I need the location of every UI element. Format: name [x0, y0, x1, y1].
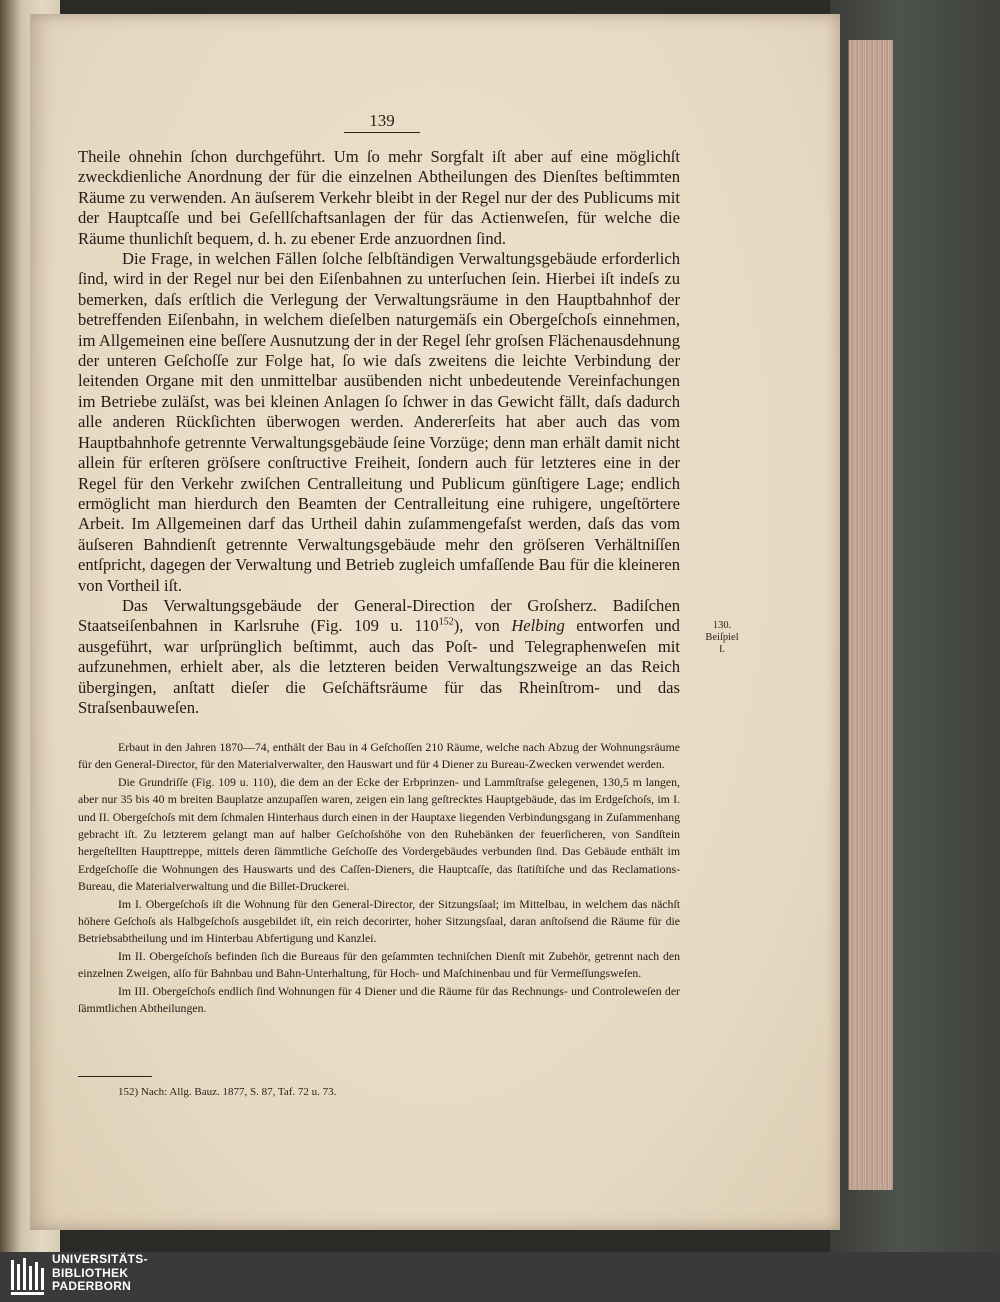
- margin-note: [694, 620, 750, 656]
- paragraph: Theile ohnehin ſchon durchgeführt. Um ſo mehr Sorgfalt iſt aber auf eine möglichſt zweckdienliche Anordnung der für die einzelnen Abtheilungen des Dienſtes beſtimmten Räume zu verwenden. An äuſserem Verkehr bleibt in der Regel nur der des Publicums mit der Hauptcaſſe und bei Geſellſchaftsanlagen der für das Actienweſen, für welche die Räume thunlichſt bequem, d. h. zu ebener Erde anzuordnen ſind.: [78, 147, 680, 248]
- library-logo-line: UNIVERSITÄTS-: [52, 1252, 148, 1266]
- architect-name: Helbing: [511, 616, 565, 636]
- footnote-reference: 152: [438, 616, 454, 628]
- small-paragraph: Im III. Obergeſchoſs endlich ſind Wohnungen für 4 Diener und die Räume für das Rechnungs- und Controleweſen der ſämmtlichen Abtheilungen.: [78, 983, 680, 1016]
- library-logo-line: BIBLIOTHEK: [52, 1265, 129, 1280]
- page-number: 139: [344, 110, 420, 133]
- library-logo-text: [52, 1253, 148, 1294]
- footnote-divider: [78, 1076, 152, 1077]
- library-logo-line: PADERBORN: [52, 1279, 132, 1293]
- library-logo-icon: [8, 1256, 46, 1298]
- small-paragraph: Im I. Obergeſchoſs iſt die Wohnung für den General-Director, der Sitzungsſaal; im Mittelbau, in welchem das nächſt höhere Geſchoſs als Halbgeſchoſs ausgebildet iſt, ein reich decorirter, hoher Sitzungsſaal, daran anſtoſsend die Räume für die Betriebsabtheilung und im Hinterbau Abfertigung und Kanzlei.: [78, 896, 680, 946]
- main-text: [78, 147, 680, 718]
- paragraph-text: Das Verwaltungsgebäude der General-Direction der Groſsherz. Badiſchen Staatseiſenbahnen in Karlsruhe (Fig. 109 u. 110: [78, 595, 680, 636]
- small-paragraph: Die Grundriſſe (Fig. 109 u. 110), die dem an der Ecke der Erbprinzen- und Lammſtraſse gelegenen, 130,5 m langen, aber nur 35 bis 40 m breiten Bauplatze anzupaſſen waren, zeigen ein lang geſtrecktes Hauptgebäude, das im Erdgeſchoſs, im I. und II. Obergeſchoſs mit dem ſchmalen Hinterhaus durch einen in der Hauptaxe liegenden Verbindungsgang in Zuſammenhang gebracht iſt. Zu letzterem gelangt man auf halber Geſchoſshöhe von den Ruhebänken der feuerſicheren, von Sandſtein hergeſtellten Haupttreppe, mittels deren ſämmtliche Geſchoſſe des Vordergebäudes verbunden ſind. Das Gebäude enthält im Erdgeſchoſſe die Wohnungen des Hauswarts und des Caſſen-Dieners, die Hauptcaſſe, das ſtatiſtiſche und das Reclamations-Bureau, die Materialverwaltung und die Billet-Druckerei.: [78, 774, 680, 894]
- footnote-text: Nach: Allg. Bauz. 1877, S. 87, Taf. 72 u. 73.: [140, 1086, 337, 1098]
- page-block-edge: [848, 40, 893, 1190]
- small-paragraph: Im II. Obergeſchoſs befinden ſich die Bureaus für den geſammten techniſchen Dienſt mit Zubehör, getrennt nach den einzelnen Zweigen, alſo für Bahnbau und Bahn-Unterhaltung, für Hoch- und Maſchinenbau und für Vermeſſungsweſen.: [78, 948, 680, 981]
- small-paragraph: Erbaut in den Jahren 1870—74, enthält der Bau in 4 Geſchoſſen 210 Räume, welche nach Abzug der Wohnungsräume für den General-Director, für den Materialverwalter, den Hauswart und für 4 Diener zu Bureau-Zwecken verwendet werden.: [78, 740, 680, 772]
- library-footer-bar: [0, 1252, 1000, 1302]
- margin-note-number: 130.: [712, 620, 732, 631]
- paragraph: [78, 596, 680, 718]
- margin-note-roman: I.: [718, 644, 726, 655]
- margin-note-label: Beiſpiel: [705, 632, 739, 643]
- paragraph: Die Frage, in welchen Fällen ſolche ſelbſtändigen Verwaltungsgebäude erforderlich ſind, wird in der Regel nur bei den Eiſenbahnen zu unterſuchen ſein. Hierbei iſt indeſs zu bemerken, daſs erſtlich die Verlegung der Verwaltungsräume in den Hauptbahnhof der betreffenden Eiſenbahn, in welchem dieſelben naturgemäſs ein Obergeſchoſs einnehmen, im Allgemeinen eine beſſere Ausnutzung der in der Regel ſehr groſsen Flächenausdehnung der unteren Geſchoſſe zur Folge hat, ſo wie daſs zweitens die leichte Verbindung der leitenden Organe mit den unmittelbar ausübenden nicht unbedeutende Vereinfachungen im Betriebe zuläſst, was bei kleinen Anlagen ſo ſchwer in das Gewicht fällt, daſs dadurch alle anderen Rückſichten überwogen werden. Andererſeits hat aber auch das vom Hauptbahnhofe getrennte Verwaltungsgebäude ſeine Vorzüge; denn man erhält damit nicht allein für erſteren gröſsere conſtructive Freiheit, ſondern auch für letzteres eine in der Regel für den Verkehr zwiſchen Centralleitung und Publicum günſtigere Lage; endlich ermöglicht man hierdurch den Beamten der Centralleitung eine ruhigere, ungeſtörtere Arbeit. Im Allgemeinen darf das Urtheil dahin zuſammengefaſst werden, daſs das vom äuſseren Bahndienſt getrennte Verwaltungsgebäude mehr den gröſseren Verhältniſſen entſpricht, dagegen der Verwaltung und Betrieb zugleich umfaſſende Bau für die kleineren von Vortheil iſt.: [78, 249, 680, 595]
- footnote: [118, 1086, 336, 1098]
- paragraph-text: ), von: [453, 616, 512, 636]
- small-print-text: [78, 739, 680, 1018]
- paragraph-text: entworfen und ausgeführt, war urſprünglich beſtimmt, auch das Poſt- und Telegraphenweſen mit aufzunehmen, erhielt aber, als die letzteren beiden Verwaltungszweige an das Reich übergingen, anſtatt dieſer die Geſchäftsräume für das Rheinſtrom- und das Straſsenbauweſen.: [78, 616, 680, 717]
- footnote-mark: 152): [118, 1086, 139, 1098]
